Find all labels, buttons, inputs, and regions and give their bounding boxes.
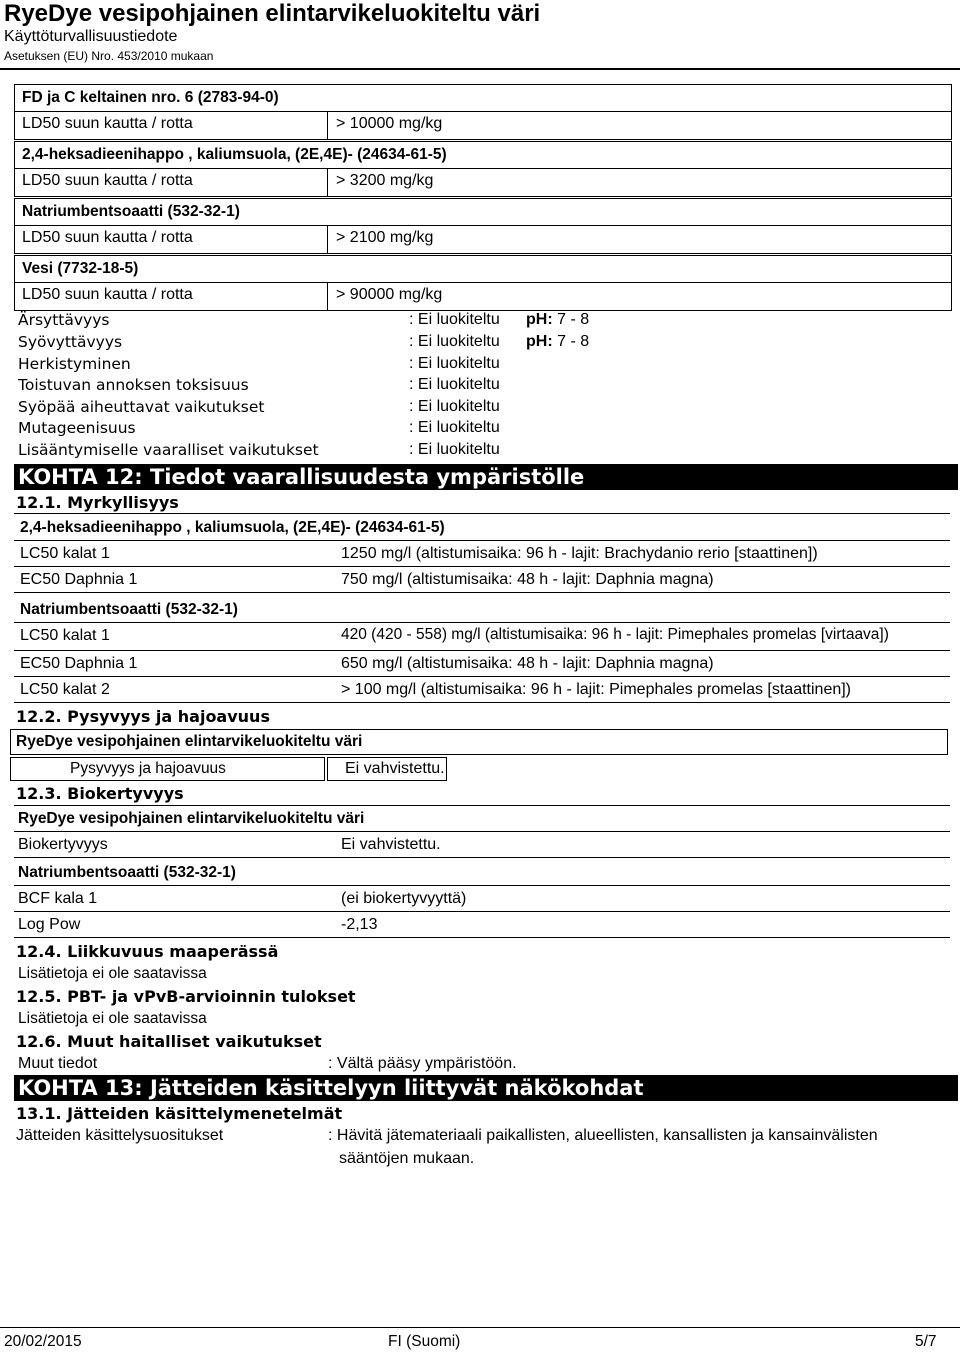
row-rule bbox=[14, 911, 950, 912]
product-name: RyeDye vesipohjainen elintarvikeluokiteltu väri bbox=[16, 733, 363, 750]
footer-language: FI (Suomi) bbox=[388, 1333, 461, 1350]
tox-label: LD50 suun kautta / rotta bbox=[22, 115, 193, 132]
disposal-value-line2: sääntöjen mukaan. bbox=[339, 1150, 475, 1167]
substance-name: FD ja C keltainen nro. 6 (2783-94-0) bbox=[22, 89, 279, 106]
footer-rule bbox=[0, 1327, 960, 1328]
tox-value: > 2100 mg/kg bbox=[336, 229, 434, 246]
row-rule bbox=[14, 650, 950, 651]
bioaccumulation-value: Ei vahvistettu. bbox=[341, 836, 441, 853]
row-rule bbox=[14, 622, 950, 623]
header-rule bbox=[0, 68, 960, 70]
disposal-value-line1: : Hävitä jätemateriaali paikallisten, alueellisten, kansallisten ja kansainvälisten bbox=[328, 1127, 878, 1144]
subsection-12-5-title: 12.5. PBT- ja vPvB-arvioinnin tulokset bbox=[16, 987, 356, 1006]
substance-name: Natriumbentsoaatti (532-32-1) bbox=[18, 864, 236, 881]
ecotox-label: LC50 kalat 2 bbox=[20, 681, 110, 698]
tox-value: > 3200 mg/kg bbox=[336, 172, 434, 189]
cell-divider bbox=[327, 225, 328, 254]
logpow-label: Log Pow bbox=[18, 916, 81, 933]
subsection-12-4-title: 12.4. Liikkuvuus maaperässä bbox=[16, 942, 279, 961]
ph-readout bbox=[526, 333, 589, 351]
substance-name: Vesi (7732-18-5) bbox=[22, 260, 139, 277]
ecotox-label: EC50 Daphnia 1 bbox=[20, 655, 138, 672]
row-rule bbox=[14, 857, 950, 858]
ecotox-value: 420 (420 - 558) mg/l (altistumisaika: 96 h - lajit: Pimephales promelas [virtaava]) bbox=[341, 626, 889, 643]
persistence-value: Ei vahvistettu. bbox=[345, 760, 445, 777]
row-rule bbox=[14, 676, 950, 677]
substance-name: Natriumbentsoaatti (532-32-1) bbox=[22, 203, 240, 220]
pbt-text: Lisätietoja ei ole saatavissa bbox=[18, 1010, 207, 1027]
classification-value: : Ei luokiteltu bbox=[409, 355, 500, 372]
subsection-12-1-title: 12.1. Myrkyllisyys bbox=[16, 493, 179, 512]
bcf-label: BCF kala 1 bbox=[18, 890, 98, 907]
other-info-value: : Vältä pääsy ympäristöön. bbox=[328, 1055, 517, 1072]
tox-value: > 90000 mg/kg bbox=[336, 286, 443, 303]
classification-label: Herkistyminen bbox=[18, 355, 131, 373]
cell-divider bbox=[327, 168, 328, 197]
cell-divider bbox=[327, 111, 328, 140]
substance-name: 2,4-heksadieenihappo , kaliumsuola, (2E,4E)- (24634-61-5) bbox=[20, 519, 445, 536]
tox-label: LD50 suun kautta / rotta bbox=[22, 172, 193, 189]
substance-name: Natriumbentsoaatti (532-32-1) bbox=[20, 601, 238, 618]
ph-label: pH: bbox=[526, 333, 553, 350]
cell-divider bbox=[327, 282, 328, 311]
classification-value: : Ei luokiteltu bbox=[409, 419, 500, 436]
section-12-heading: KOHTA 12: Tiedot vaarallisuudesta ympäristölle bbox=[14, 464, 958, 490]
row-rule bbox=[14, 702, 950, 703]
document-subtitle: Käyttöturvallisuustiedote bbox=[4, 28, 178, 45]
ecotox-label: LC50 kalat 1 bbox=[20, 627, 110, 644]
mobility-text: Lisätietoja ei ole saatavissa bbox=[18, 965, 207, 982]
row-rule bbox=[14, 937, 950, 938]
ph-label: pH: bbox=[526, 311, 553, 328]
other-info-label: Muut tiedot bbox=[18, 1055, 98, 1072]
document-title: RyeDye vesipohjainen elintarvikeluokiteltu väri bbox=[4, 0, 541, 27]
classification-label: Ärsyttävyys bbox=[18, 311, 110, 329]
disposal-label: Jätteiden käsittelysuositukset bbox=[16, 1127, 224, 1144]
product-name: RyeDye vesipohjainen elintarvikeluokiteltu väri bbox=[18, 810, 365, 827]
row-rule bbox=[14, 805, 950, 806]
subsection-rule bbox=[14, 513, 950, 514]
logpow-value: -2,13 bbox=[341, 916, 378, 933]
bioaccumulation-label: Biokertyvyys bbox=[18, 836, 108, 853]
ecotox-label: EC50 Daphnia 1 bbox=[20, 571, 138, 588]
classification-value: : Ei luokiteltu bbox=[409, 376, 500, 393]
regulation-note: Asetuksen (EU) Nro. 453/2010 mukaan bbox=[4, 49, 214, 63]
table-row bbox=[14, 255, 952, 283]
subsection-12-2-title: 12.2. Pysyvyys ja hajoavuus bbox=[16, 707, 270, 726]
classification-value: : Ei luokiteltu bbox=[409, 441, 500, 458]
bcf-value: (ei biokertyvyyttä) bbox=[341, 890, 467, 907]
ph-value: 7 - 8 bbox=[557, 311, 590, 328]
ecotox-value: 650 mg/l (altistumisaika: 48 h - lajit: Daphnia magna) bbox=[341, 655, 714, 672]
ph-readout bbox=[526, 311, 589, 329]
row-rule bbox=[14, 592, 950, 593]
row-rule bbox=[14, 540, 950, 541]
tox-value: > 10000 mg/kg bbox=[336, 115, 443, 132]
row-rule bbox=[14, 885, 950, 886]
subsection-13-1-title: 13.1. Jätteiden käsittelymenetelmät bbox=[16, 1104, 343, 1123]
substance-name: 2,4-heksadieenihappo , kaliumsuola, (2E,4E)- (24634-61-5) bbox=[22, 146, 447, 163]
classification-value: : Ei luokiteltu bbox=[409, 398, 500, 415]
ecotox-value: 750 mg/l (altistumisaika: 48 h - lajit: Daphnia magna) bbox=[341, 571, 714, 588]
footer-date: 20/02/2015 bbox=[4, 1333, 82, 1350]
section-13-heading: KOHTA 13: Jätteiden käsittelyyn liittyvät näkökohdat bbox=[14, 1075, 958, 1101]
classification-label: Lisääntymiselle vaaralliset vaikutukset bbox=[18, 441, 319, 459]
tox-label: LD50 suun kautta / rotta bbox=[22, 229, 193, 246]
classification-label: Syöpää aiheuttavat vaikutukset bbox=[18, 398, 265, 416]
classification-label: Mutageenisuus bbox=[18, 419, 136, 437]
classification-value: : Ei luokiteltu bbox=[409, 333, 500, 350]
row-rule bbox=[14, 566, 950, 567]
subsection-12-3-title: 12.3. Biokertyvyys bbox=[16, 784, 184, 803]
tox-label: LD50 suun kautta / rotta bbox=[22, 286, 193, 303]
ph-value: 7 - 8 bbox=[557, 333, 590, 350]
classification-label: Syövyttävyys bbox=[18, 333, 123, 351]
classification-value: : Ei luokiteltu bbox=[409, 311, 500, 328]
persistence-label: Pysyvyys ja hajoavuus bbox=[70, 760, 226, 777]
ecotox-label: LC50 kalat 1 bbox=[20, 545, 110, 562]
row-rule bbox=[14, 831, 950, 832]
classification-label: Toistuvan annoksen toksisuus bbox=[18, 376, 249, 394]
ecotox-value: 1250 mg/l (altistumisaika: 96 h - lajit: Brachydanio rerio [staattinen]) bbox=[341, 545, 818, 562]
footer-page-number: 5/7 bbox=[915, 1333, 937, 1350]
ecotox-value: > 100 mg/l (altistumisaika: 96 h - lajit: Pimephales promelas [staattinen]) bbox=[341, 681, 852, 698]
subsection-12-6-title: 12.6. Muut haitalliset vaikutukset bbox=[16, 1032, 322, 1051]
